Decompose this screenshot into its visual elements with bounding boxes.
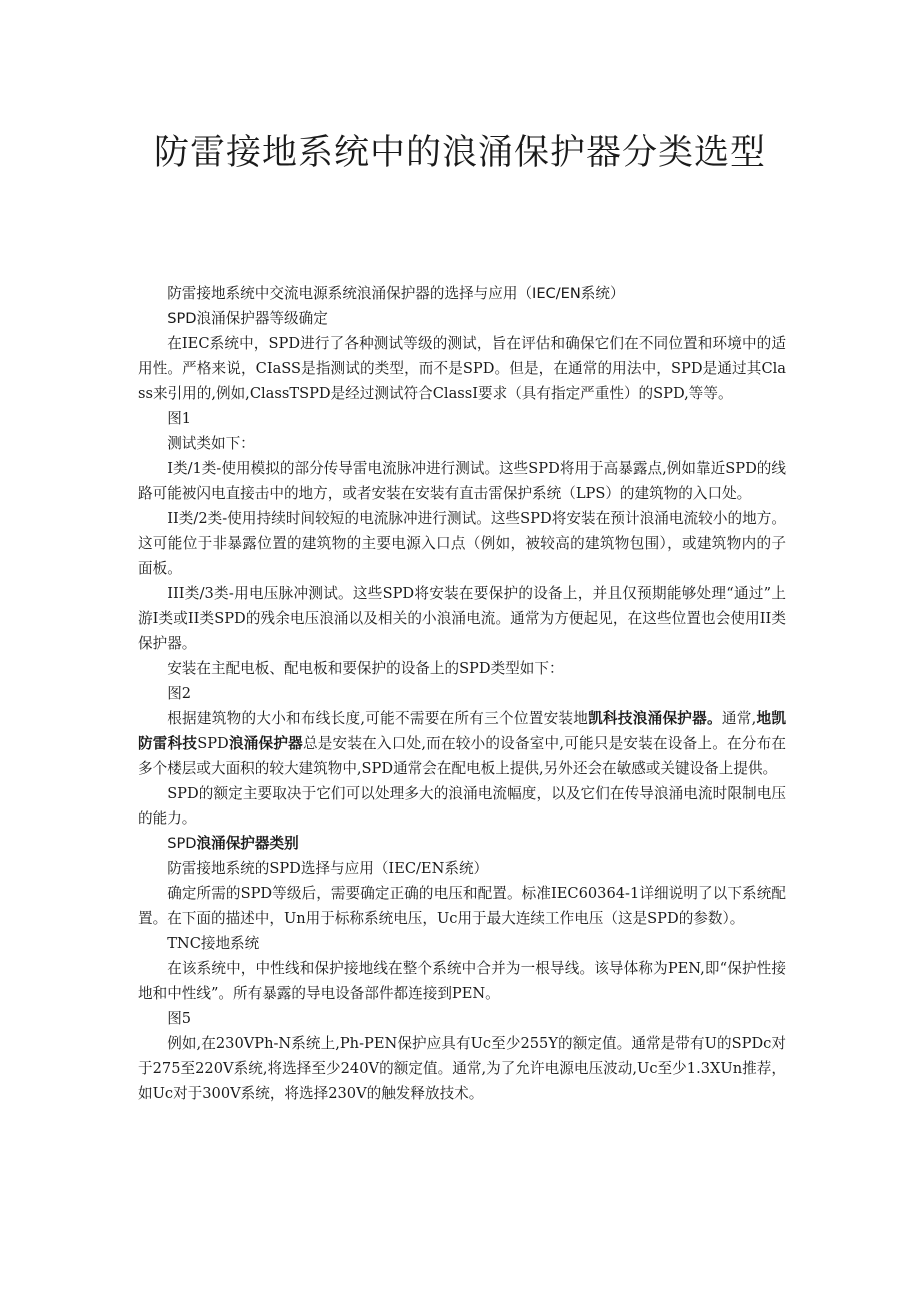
figure-label-2: 图2	[167, 685, 192, 702]
paragraph-spd-types: 安装在主配电板、配电板和要保护的设备上的SPD类型如下：	[167, 660, 564, 677]
paragraph-tnc-heading: TNC接地系统	[167, 935, 260, 952]
keyword-link-surge-protector[interactable]: 浪涌保护器	[228, 735, 303, 752]
paragraph-class-3: III类/3类-用电压脉冲测试。这些SPD将安装在要保护的设备上，并且仅预期能够处理“通过”上游I类或II类SPD的残余电压浪涌以及相关的小浪涌电流。通常为方便起见，在这些位置也会使用II类保护器。	[138, 585, 786, 652]
paragraph-system-config: 确定所需的SPD等级后，需要确定正确的电压和配置。标准IEC60364-1详细说明了以下系统配置。在下面的描述中，Un用于标称系统电压，Uc用于最大连续工作电压（这是SPD的参数）。	[138, 885, 786, 927]
paragraph-class-1: I类/1类-使用模拟的部分传导雷电流脉冲进行测试。这些SPD将用于高暴露点,例如靠近SPD的线路可能被闪电直接击中的地方，或者安装在安装有直击雷保护系统（LPS）的建筑物的入口处。	[138, 460, 786, 502]
paragraph-class-2: II类/2类-使用持续时间较短的电流脉冲进行测试。这些SPD将安装在预计浪涌电流较小的地方。这可能位于非暴露位置的建筑物的主要电源入口点（例如，被较高的建筑物包围），或建筑物内的子面板。	[138, 510, 786, 577]
paragraph-voltage-example: 例如,在230VPh-N系统上,Ph-PEN保护应具有Uc至少255Y的额定值。通常是带有U的SPDc对于275至220V系统,将选择至少240V的额定值。通常,为了允许电源电压波动,Uc至少1.3XUn推荐，如Uc对于300V系统，将选择230V的触发释放技术。	[138, 1035, 786, 1102]
document-title: 防雷接地系统中的浪涌保护器分类选型	[153, 133, 766, 173]
section-heading-spd-category	[138, 831, 786, 856]
paragraph-tnc-description: 在该系统中，中性线和保护接地线在整个系统中合并为一根导线。该导体称为PEN,即“保护性接地和中性线”。所有暴露的导电设备部件都连接到PEN。	[138, 960, 786, 1002]
installation-text-spd: SPD	[197, 735, 229, 752]
section-heading-spd-level: SPD浪涌保护器等级确定	[167, 310, 328, 327]
section-heading-ac-power: 防雷接地系统中交流电源系统浪涌保护器的选择与应用（IEC/EN系统）	[167, 285, 625, 302]
test-class-intro: 测试类如下：	[167, 435, 255, 452]
brand-link-dikai[interactable]: 地凯防雷科技	[138, 710, 786, 752]
paragraph-iec-testing: 在IEC系统中，SPD进行了各种测试等级的测试，旨在评估和确保它们在不同位置和环境中的适用性。严格来说，CIaSS是指测试的类型，而不是SPD。但是，在通常的用法中，SPD是通过其Class来引用的,例如,ClassTSPD是经过测试符合ClassI要求（具有指定严重性）的SPD,等等。	[138, 335, 786, 402]
heading-spd-prefix: SPD	[167, 835, 197, 852]
installation-text-start: 根据建筑物的大小和布线长度,可能不需要在所有三个位置安装地	[167, 710, 589, 727]
paragraph-installation	[138, 706, 786, 781]
figure-label-5: 图5	[167, 1010, 192, 1027]
installation-text-mid: 通常,	[721, 710, 757, 727]
figure-label-1: 图1	[167, 410, 192, 427]
paragraph-selection-title: 防雷接地系统的SPD选择与应用（IEC/EN系统）	[167, 860, 489, 877]
paragraph-spd-rating: SPD的额定主要取决于它们可以处理多大的浪涌电流幅度，以及它们在传导浪涌电流时限制电压的能力。	[138, 785, 786, 827]
brand-link-surge-protector[interactable]: 凯科技浪涌保护器。	[588, 710, 722, 727]
document-body	[138, 281, 786, 1106]
heading-category-text: 浪涌保护器类别	[196, 835, 299, 852]
installation-text-end: 总是安装在入口处,而在较小的设备室中,可能只是安装在设备上。在分布在多个楼层或大面积的较大建筑物中,SPD通常会在配电板上提供,另外还会在敏感或关键设备上提供。	[138, 735, 786, 777]
